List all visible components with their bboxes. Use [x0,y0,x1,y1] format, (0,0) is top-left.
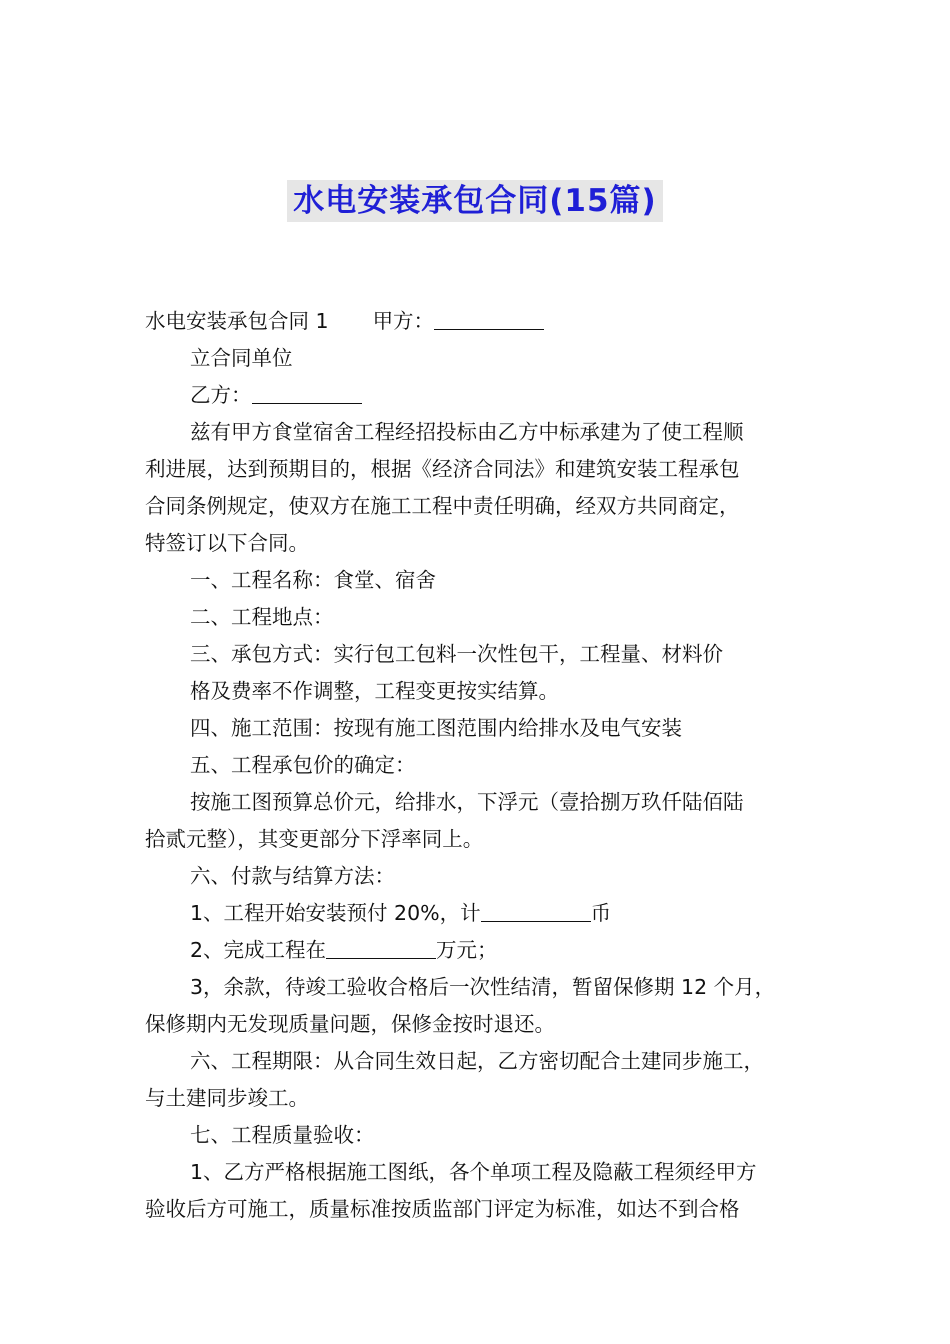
paragraph-line: 七、工程质量验收： [190,1123,375,1147]
paragraph-line: 与土建同步竣工。 [145,1086,309,1110]
paragraph-line [145,895,825,932]
paragraph-line: 保修期内无发现质量问题，保修金按时退还。 [145,1012,555,1036]
paragraph-line [145,303,825,340]
document-body [145,303,825,1228]
paragraph-line: 特签订以下合同。 [145,531,309,555]
document-title: 水电安装承包合同(15篇) [287,180,662,222]
paragraph-line: 1、乙方严格根据施工图纸，各个单项工程及隐蔽工程须经甲方 [190,1160,757,1184]
fill-blank [326,936,436,959]
party-b-label: 乙方： [190,383,252,407]
paragraph-line: 兹有甲方食堂宿舍工程经招投标由乙方中标承建为了使工程顺 [190,420,744,444]
paragraph-line: 利进展，达到预期目的，根据《经济合同法》和建筑安装工程承包 [145,457,740,481]
paragraph-line: 立合同单位 [190,346,293,370]
paragraph-line: 六、付款与结算方法： [190,864,395,888]
paragraph-line: 按施工图预算总价元，给排水，下浮元（壹拾捌万玖仟陆佰陆 [190,790,744,814]
party-a-label: 甲方： [372,309,435,333]
contract-heading: 水电安装承包合同 1 [145,309,329,333]
fill-blank [481,899,591,922]
paragraph-line: 3，余款，待竣工验收合格后一次性结清，暂留保修期 12 个月， [190,975,776,999]
title-wrap [0,180,950,222]
paragraph-line: 三、承包方式：实行包工包料一次性包干，工程量、材料价 [190,642,723,666]
paragraph-line: 二、工程地点： [190,605,334,629]
payment-item-2: 2、完成工程在 [190,938,327,962]
paragraph-line: 合同条例规定，使双方在施工工程中责任明确，经双方共同商定， [145,494,740,518]
fill-blank [434,307,544,330]
paragraph-line: 格及费率不作调整，工程变更按实结算。 [190,679,559,703]
paragraph-line: 一、工程名称：食堂、宿舍 [190,568,436,592]
paragraph-line: 六、工程期限：从合同生效日起，乙方密切配合土建同步施工， [190,1049,764,1073]
paragraph-line: 验收后方可施工，质量标准按质监部门评定为标准，如达不到合格 [145,1197,740,1221]
paragraph-line: 四、施工范围：按现有施工图范围内给排水及电气安装 [190,716,682,740]
fill-blank [252,381,362,404]
paragraph-line: 五、工程承包价的确定： [190,753,416,777]
currency-label: 币 [590,901,612,925]
paragraph-line [145,932,825,969]
payment-item-1: 1、工程开始安装预付 20%，计 [190,901,481,925]
paragraph-line [145,377,825,414]
paragraph-line: 拾贰元整），其变更部分下浮率同上。 [145,827,484,851]
amount-unit: 万元； [436,938,498,962]
